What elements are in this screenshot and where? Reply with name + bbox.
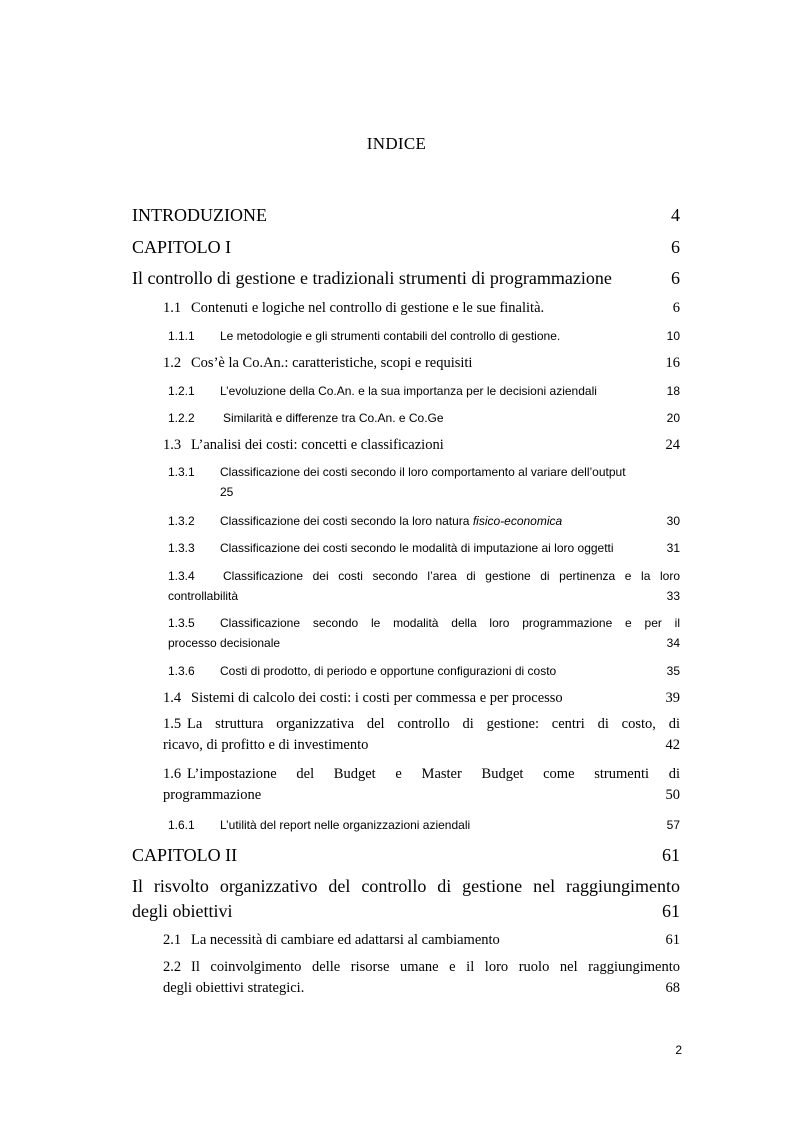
toc-entry-number: 1.1.1	[168, 329, 195, 343]
toc-entry-page: 6	[671, 237, 680, 257]
toc-entry-page: 61	[662, 901, 680, 921]
toc-entry-1-3-5[interactable]	[168, 616, 680, 650]
toc-entry-page: 35	[666, 664, 680, 678]
toc-entry-1-3-6[interactable]	[168, 664, 680, 678]
toc-entry-text-line1: L’impostazione del Budget e Master Budget come strumenti di	[187, 766, 680, 782]
toc-entry-number: 1.3.3	[168, 541, 195, 555]
toc-entry-capitolo-2[interactable]	[132, 845, 680, 866]
toc-entry-page: 18	[666, 384, 680, 398]
toc-entry-page: 4	[671, 205, 680, 225]
toc-entry-1-1[interactable]	[163, 300, 680, 317]
toc-entry-page: 31	[666, 541, 680, 555]
toc-entry-number: 1.2.2	[168, 411, 195, 425]
page-title: INDICE	[366, 134, 427, 153]
toc-entry-page: 6	[671, 268, 680, 288]
toc-entry-2-2[interactable]	[163, 959, 680, 997]
toc-entry-text-line2: degli obiettivi	[132, 901, 233, 921]
toc-entry-text: Classificazione dei costi secondo le modalità di imputazione ai loro oggetti	[220, 541, 614, 555]
toc-entry-text: L’utilità del report nelle organizzazioni aziendali	[220, 818, 471, 832]
toc-entry-number: 2.2	[163, 959, 182, 975]
toc-entry-text: Similarità e differenze tra Co.An. e Co.Ge	[223, 411, 444, 425]
toc-entry-number: 1.5	[163, 716, 182, 732]
toc-entry-text-line2: processo decisionale	[168, 636, 281, 650]
toc-entry-page: 25	[220, 485, 234, 499]
toc-entry-introduzione[interactable]	[132, 205, 680, 226]
toc-entry-page: 42	[665, 737, 680, 753]
toc-entry-1-3-3[interactable]	[168, 541, 680, 555]
toc-entry-1-3-2[interactable]	[168, 514, 680, 528]
toc-entry-text: L’analisi dei costi: concetti e classificazioni	[191, 437, 444, 453]
toc-entry-page: 57	[666, 818, 680, 832]
toc-entry-text-line1: La struttura organizzativa del controllo di gestione: centri di costo, di	[187, 716, 680, 732]
toc-entry-number: 2.1	[163, 932, 182, 948]
toc-entry-number: 1.3.2	[168, 514, 195, 528]
toc-entry-text: CAPITOLO II	[132, 845, 238, 865]
toc-entry-1-5[interactable]	[163, 716, 680, 754]
toc-entry-1-2-2[interactable]	[168, 411, 680, 425]
toc-entry-page: 68	[665, 980, 680, 996]
toc-entry-capitolo-2-title[interactable]	[132, 876, 680, 922]
toc-entry-number: 1.3.6	[168, 664, 195, 678]
toc-entry-page: 50	[665, 787, 680, 803]
toc-entry-text-line1: Il coinvolgimento delle risorse umane e il loro ruolo nel raggiungimento	[191, 959, 680, 975]
toc-entry-text-line1: Il risvolto organizzativo del controllo di gestione nel raggiungimento	[132, 876, 680, 896]
toc-entry-text: CAPITOLO I	[132, 237, 232, 257]
toc-entry-1-2-1[interactable]	[168, 384, 680, 398]
page-number: 2	[675, 1043, 682, 1057]
toc-entry-text-line1: Classificazione dei costi secondo l’area di gestione di pertinenza e la loro	[223, 569, 680, 583]
toc-entry-text-italic: fisico-economica	[472, 514, 563, 528]
toc-entry-text: Le metodologie e gli strumenti contabili del controllo di gestione.	[220, 329, 561, 343]
toc-entry-number: 1.2	[163, 355, 182, 371]
toc-entry-text-line2: programmazione	[163, 787, 262, 803]
toc-entry-page: 34	[666, 636, 680, 650]
toc-entry-text-line2: ricavo, di profitto e di investimento	[163, 737, 369, 753]
toc-entry-text: INTRODUZIONE	[132, 205, 267, 225]
toc-entry-1-3-1[interactable]	[168, 465, 680, 499]
toc-entry-text-line2: degli obiettivi strategici.	[163, 980, 305, 996]
toc-entry-text: Cos’è la Co.An.: caratteristiche, scopi e requisiti	[191, 355, 473, 371]
toc-entry-capitolo-1[interactable]	[132, 237, 680, 258]
toc-entry-1-3[interactable]	[163, 437, 680, 454]
toc-entry-page: 61	[662, 845, 680, 865]
toc-entry-number: 1.3.4	[168, 569, 195, 583]
toc-entry-number: 1.6.1	[168, 818, 195, 832]
toc-entry-text: Classificazione dei costi secondo la loro natura	[220, 514, 473, 528]
toc-entry-page: 10	[666, 329, 680, 343]
toc-entry-text-line1: Classificazione secondo le modalità della loro programmazione e per il	[220, 616, 680, 630]
toc-entry-number: 1.1	[163, 300, 182, 316]
toc-entry-1-6[interactable]	[163, 766, 680, 804]
toc-entry-text: Contenuti e logiche nel controllo di gestione e le sue finalità.	[191, 300, 545, 316]
toc-entry-1-3-4[interactable]	[168, 569, 680, 603]
toc-entry-1-1-1[interactable]	[168, 329, 680, 343]
toc-entry-1-4[interactable]	[163, 690, 680, 707]
toc-entry-number: 1.2.1	[168, 384, 195, 398]
toc-entry-page: 16	[665, 355, 680, 371]
toc-entry-number: 1.3.5	[168, 616, 195, 630]
toc-entry-text: La necessità di cambiare ed adattarsi al cambiamento	[191, 932, 500, 948]
toc-entry-page: 24	[665, 437, 680, 453]
toc-entry-text: Classificazione dei costi secondo il loro comportamento al variare dell’output	[220, 465, 626, 479]
toc-entry-page: 20	[666, 411, 680, 425]
toc-entry-capitolo-1-title[interactable]	[132, 268, 680, 289]
toc-entry-text-line2: controllabilità	[168, 589, 239, 603]
toc-entry-number: 1.3	[163, 437, 182, 453]
toc-entry-text: Sistemi di calcolo dei costi: i costi per commessa e per processo	[191, 690, 563, 706]
toc-entry-text: Il controllo di gestione e tradizionali strumenti di programmazione	[132, 268, 612, 288]
toc-entry-page: 30	[666, 514, 680, 528]
toc-entry-number: 1.4	[163, 690, 182, 706]
toc-entry-page: 39	[665, 690, 680, 706]
toc-entry-number: 1.6	[163, 766, 182, 782]
toc-entry-1-6-1[interactable]	[168, 818, 680, 832]
toc-entry-page: 61	[665, 932, 680, 948]
toc-entry-text: L’evoluzione della Co.An. e la sua importanza per le decisioni aziendali	[220, 384, 597, 398]
toc-entry-page: 33	[666, 589, 680, 603]
toc-entry-text: Costi di prodotto, di periodo e opportune configurazioni di costo	[220, 664, 557, 678]
toc-entry-page: 6	[672, 300, 680, 316]
toc-entry-1-2[interactable]	[163, 355, 680, 372]
toc-entry-2-1[interactable]	[163, 932, 680, 949]
toc-entry-number: 1.3.1	[168, 465, 195, 479]
